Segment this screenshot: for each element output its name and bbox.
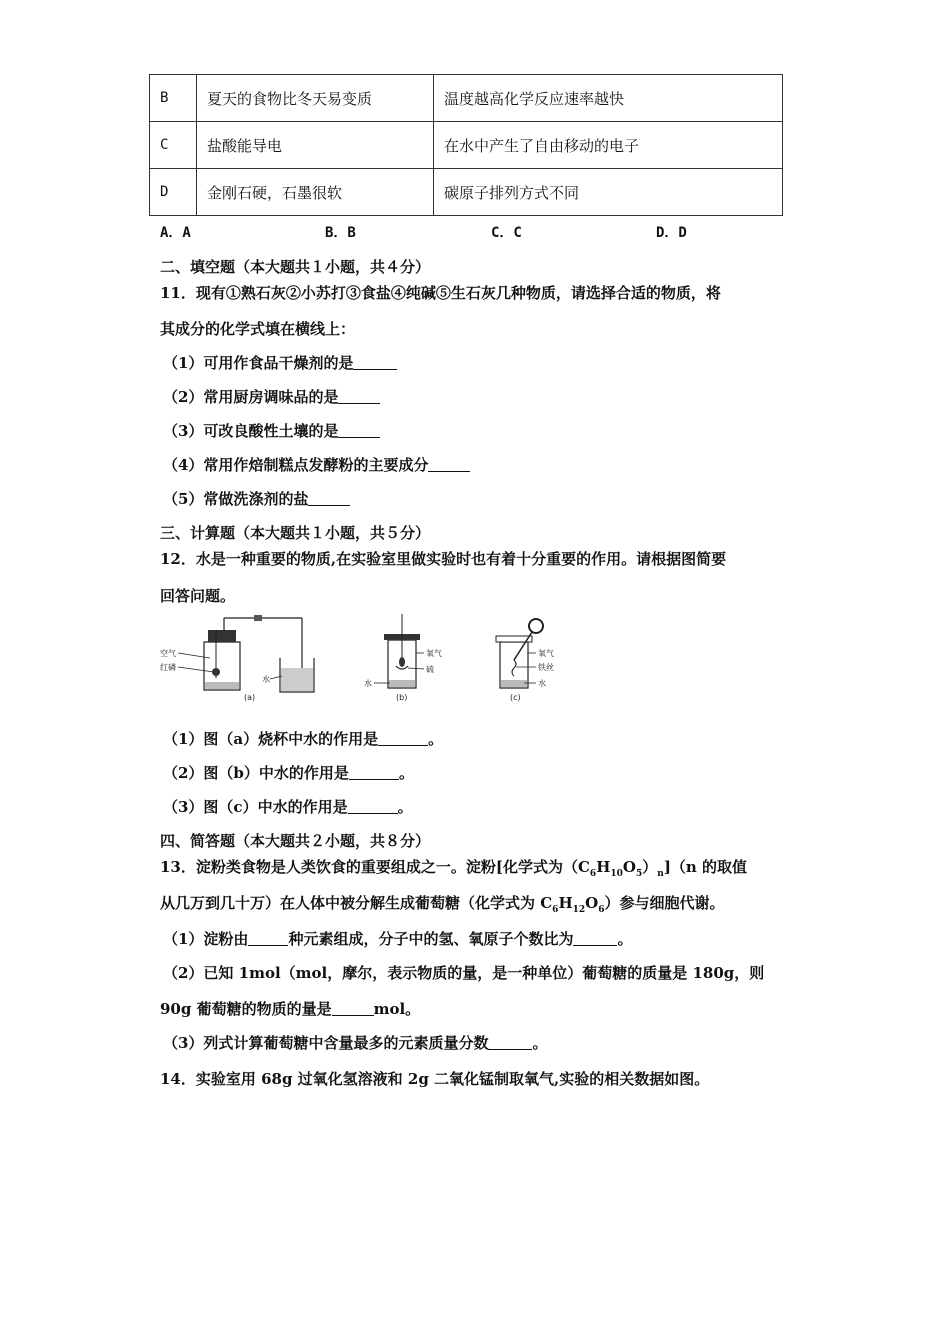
answer-blank[interactable]	[428, 457, 470, 472]
choice-d[interactable]: D．D	[656, 225, 687, 241]
svg-text:氧气: 氧气	[538, 649, 554, 658]
q13-stem-line2: 从几万到几十万）在人体中被分解生成葡萄糖（化学式为 $C_6H_{12}O_6$）参与细胞代谢。	[160, 894, 725, 915]
answer-blank[interactable]	[573, 931, 617, 946]
answer-blank[interactable]	[338, 389, 380, 404]
answer-blank[interactable]	[349, 765, 399, 780]
explanation-cell: 碳原子排列方式不同	[434, 169, 783, 216]
section-3-heading: 三、计算题（本大题共１小题，共５分）	[160, 524, 431, 542]
q11-item-3: （3）可改良酸性土壤的是	[163, 420, 380, 441]
svg-text:水: 水	[364, 679, 372, 688]
fact-cell: 盐酸能导电	[197, 122, 434, 169]
options-table	[149, 74, 783, 216]
svg-text:水: 水	[262, 675, 270, 684]
figure-b-sulfur-burning	[362, 612, 462, 708]
section-2-heading: 二、填空题（本大题共１小题，共４分）	[160, 258, 431, 276]
figure-c-iron-wire-burning	[492, 612, 592, 708]
q12-item-2: （2）图（b）中水的作用是 。	[163, 764, 414, 782]
answer-blank[interactable]	[353, 355, 397, 370]
table-row	[150, 122, 783, 169]
svg-text:(a): (a)	[244, 693, 256, 702]
q13-item-1: （1）淀粉由 种元素组成，分子中的氢、氧原子个数比为 。	[163, 930, 633, 948]
q12-stem-line2: 回答问题。	[160, 587, 236, 605]
q11-item-4: （4）常用作焙制糕点发酵粉的主要成分	[163, 454, 470, 475]
answer-blank[interactable]	[338, 423, 380, 438]
q11-item-1: （1）可用作食品干燥剂的是	[163, 352, 397, 373]
svg-text:红磷: 红磷	[160, 663, 176, 672]
q12-item-1: （1）图（a）烧杯中水的作用是 。	[163, 730, 444, 748]
svg-text:铁丝: 铁丝	[538, 663, 554, 672]
choice-a[interactable]: A．A	[160, 225, 191, 241]
answer-blank[interactable]	[248, 931, 288, 946]
option-letter: C	[150, 122, 197, 169]
table-row	[150, 75, 783, 122]
explanation-cell: 温度越高化学反应速率越快	[434, 75, 783, 122]
section-4-heading: 四、简答题（本大题共２小题，共８分）	[160, 832, 431, 850]
svg-text:硫: 硫	[426, 665, 434, 674]
q11-stem-line2: 其成分的化学式填在横线上：	[160, 320, 356, 338]
answer-blank[interactable]	[332, 1001, 374, 1016]
explanation-cell: 在水中产生了自由移动的电子	[434, 122, 783, 169]
q12-stem-line1: 12．水是一种重要的物质,在实验室里做实验时也有着十分重要的作用。请根据图简要	[160, 550, 727, 568]
fact-cell: 金刚石硬，石墨很软	[197, 169, 434, 216]
option-letter: B	[150, 75, 197, 122]
svg-text:水: 水	[538, 679, 546, 688]
answer-blank[interactable]	[308, 491, 350, 506]
q11-item-2: （2）常用厨房调味品的是	[163, 386, 380, 407]
option-letter: D	[150, 169, 197, 216]
choice-c[interactable]: C．C	[491, 225, 522, 241]
table-row	[150, 169, 783, 216]
q13-item-3: （3）列式计算葡萄糖中含量最多的元素质量分数 。	[163, 1034, 548, 1052]
figure-a-red-phosphorus	[158, 612, 318, 708]
q11-stem-line1: 11．现有①熟石灰②小苏打③食盐④纯碱⑤生石灰几种物质，请选择合适的物质，将	[160, 284, 721, 302]
choice-b[interactable]: B．B	[325, 225, 356, 241]
q13-item-2-line2: 90g 葡萄糖的物质的量是 mol。	[160, 1000, 421, 1018]
q12-item-3: （3）图（c）中水的作用是 。	[163, 798, 413, 816]
q13-item-2-line1: （2）已知 1mol（mol，摩尔，表示物质的量，是一种单位）葡萄糖的质量是 180g，则	[163, 964, 765, 982]
svg-text:空气: 空气	[160, 649, 176, 658]
answer-blank[interactable]	[378, 731, 428, 746]
q14-stem: 14．实验室用 68g 过氧化氢溶液和 2g 二氧化锰制取氧气,实验的相关数据如图。	[160, 1070, 710, 1088]
answer-blank[interactable]	[488, 1035, 532, 1050]
q11-item-5: （5）常做洗涤剂的盐	[163, 488, 350, 509]
answer-blank[interactable]	[348, 799, 398, 814]
svg-text:(b): (b)	[396, 693, 408, 702]
q13-stem-line1: 13．淀粉类食物是人类饮食的重要组成之一。淀粉[化学式为$(C_6H_{10}O_5)_n](n$ 的取值	[160, 858, 748, 879]
fact-cell: 夏天的食物比冬天易变质	[197, 75, 434, 122]
svg-text:氧气: 氧气	[426, 649, 442, 658]
svg-text:(c): (c)	[510, 693, 521, 702]
